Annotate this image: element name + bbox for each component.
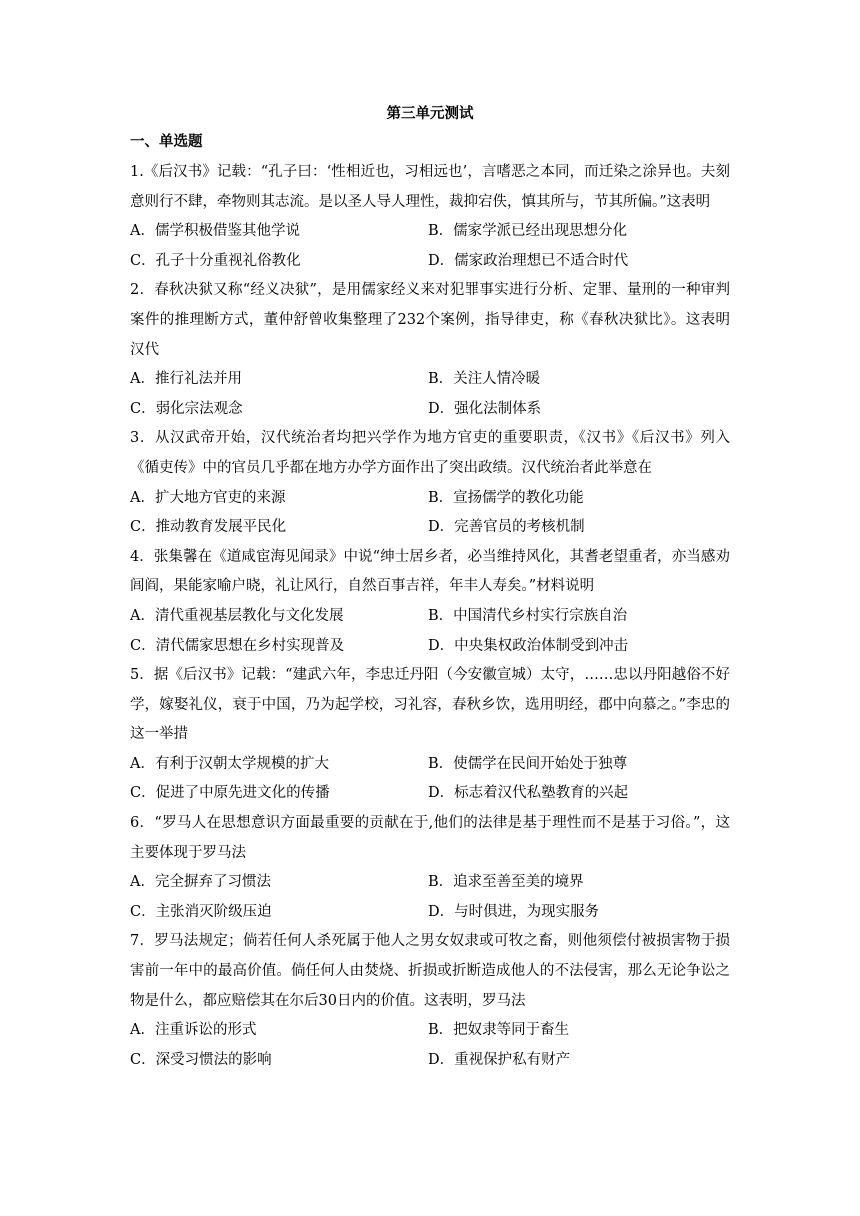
question-6 — [130, 809, 730, 927]
option-a: A．扩大地方官吏的来源 — [130, 489, 286, 506]
options-row — [130, 395, 730, 425]
options-row — [130, 750, 730, 780]
options-row — [130, 1046, 730, 1076]
question-stem: 2．春秋决狱又称“经义决狱”，是用儒家经义来对犯罪事实进行分析、定罪、量刑的一种审判案件的推理断方式，董仲舒曾收集整理了232个案例，指导律吏，称《春秋决狱比》。这表明汉代 — [130, 282, 730, 358]
option-d: D．儒家政治理想已不适合时代 — [428, 252, 629, 269]
option-b: B．宣扬儒学的教化功能 — [428, 489, 584, 506]
section-heading: 一、单选题 — [130, 133, 203, 150]
option-a: A．儒学积极借鉴其他学说 — [130, 223, 300, 240]
option-a: A．注重诉讼的形式 — [130, 1022, 257, 1039]
option-c: C．清代儒家思想在乡村实现普及 — [130, 637, 345, 654]
options-row — [130, 779, 730, 809]
options-row — [130, 247, 730, 277]
option-c: C．推动教育发展平民化 — [130, 519, 287, 536]
option-c: C．弱化宗法观念 — [130, 400, 243, 417]
option-d: D．完善官员的考核机制 — [428, 519, 585, 536]
question-7 — [130, 927, 730, 1075]
option-d: D．重视保护私有财产 — [428, 1051, 571, 1068]
option-b: B．儒家学派已经出现思想分化 — [428, 223, 628, 240]
question-stem: 5．据《后汉书》记载：“建武六年，李忠迁丹阳（今安徽宣城）太守，……忠以丹阳越俗不好学，嫁娶礼仪，衰于中国，乃为起学校，习礼容，春秋乡饮，选用明经，郡中向慕之。”李忠的这一举措 — [130, 667, 730, 743]
option-b: B．使儒学在民间开始处于独尊 — [428, 755, 628, 772]
options-row — [130, 1016, 730, 1046]
question-2 — [130, 276, 730, 424]
question-stem: 3．从汉武帝开始，汉代统治者均把兴学作为地方官吏的重要职责，《汉书》《后汉书》列入《循吏传》中的官员几乎都在地方办学方面作出了突出政绩。汉代统治者此举意在 — [130, 430, 730, 476]
option-b: B．关注人情冷暖 — [428, 371, 541, 388]
question-5 — [130, 661, 730, 809]
options-row — [130, 217, 730, 247]
question-stem: 1.《后汉书》记载：“孔子曰：‘性相近也，习相远也’，言嗜恶之本同，而迁染之涂异也。夫刻意则行不肆，牵物则其志流。是以圣人导人理性，裁抑宕佚，慎其所与，节其所偏。”这表明 — [130, 164, 730, 210]
options-row — [130, 632, 730, 662]
option-c: C．深受习惯法的影响 — [130, 1051, 272, 1068]
question-4 — [130, 543, 730, 661]
option-b: B．追求至善至美的境界 — [428, 874, 584, 891]
option-d: D．与时俱进，为现实服务 — [428, 903, 600, 920]
question-list — [130, 158, 730, 1075]
option-b: B．把奴隶等同于畜生 — [428, 1022, 570, 1039]
option-a: A．推行礼法并用 — [130, 371, 242, 388]
options-row — [130, 602, 730, 632]
option-a: A．清代重视基层教化与文化发展 — [130, 607, 344, 624]
option-d: D．中央集权政治体制受到冲击 — [428, 637, 629, 654]
page-title: 第三单元测试 — [386, 105, 474, 122]
option-b: B．中国清代乡村实行宗族自治 — [428, 607, 628, 624]
question-1 — [130, 158, 730, 276]
option-d: D．标志着汉代私塾教育的兴起 — [428, 785, 629, 802]
options-row — [130, 868, 730, 898]
options-row — [130, 513, 730, 543]
question-stem: 7．罗马法规定；倘若任何人杀死属于他人之男女奴隶或可牧之畜，则他须偿付被损害物于损害前一年中的最高价值。倘任何人由焚烧、折损或折断造成他人的不法侵害，那么无论争讼之物是什么，都应赔偿其在尔后30日内的价值。这表明，罗马法 — [130, 933, 730, 1009]
question-3 — [130, 424, 730, 542]
options-row — [130, 484, 730, 514]
option-c: C．促进了中原先进文化的传播 — [130, 785, 330, 802]
option-d: D．强化法制体系 — [428, 400, 542, 417]
option-c: C．孔子十分重视礼俗教化 — [130, 252, 301, 269]
options-row — [130, 365, 730, 395]
option-a: A．完全摒弃了习惯法 — [130, 874, 271, 891]
option-a: A．有利于汉朝太学规模的扩大 — [130, 755, 329, 772]
question-stem: 6．“罗马人在思想意识方面最重要的贡献在于,他们的法律是基于理性而不是基于习俗。”，这主要体现于罗马法 — [130, 815, 730, 861]
options-row — [130, 898, 730, 928]
option-c: C．主张消灭阶级压迫 — [130, 903, 272, 920]
question-stem: 4．张集馨在《道咸宦海见闻录》中说“绅士居乡者，必当维持风化，其耆老望重者，亦当感劝闾阎，果能家喻户晓，礼让风行，自然百事吉祥，年丰人寿矣。”材料说明 — [130, 548, 730, 595]
